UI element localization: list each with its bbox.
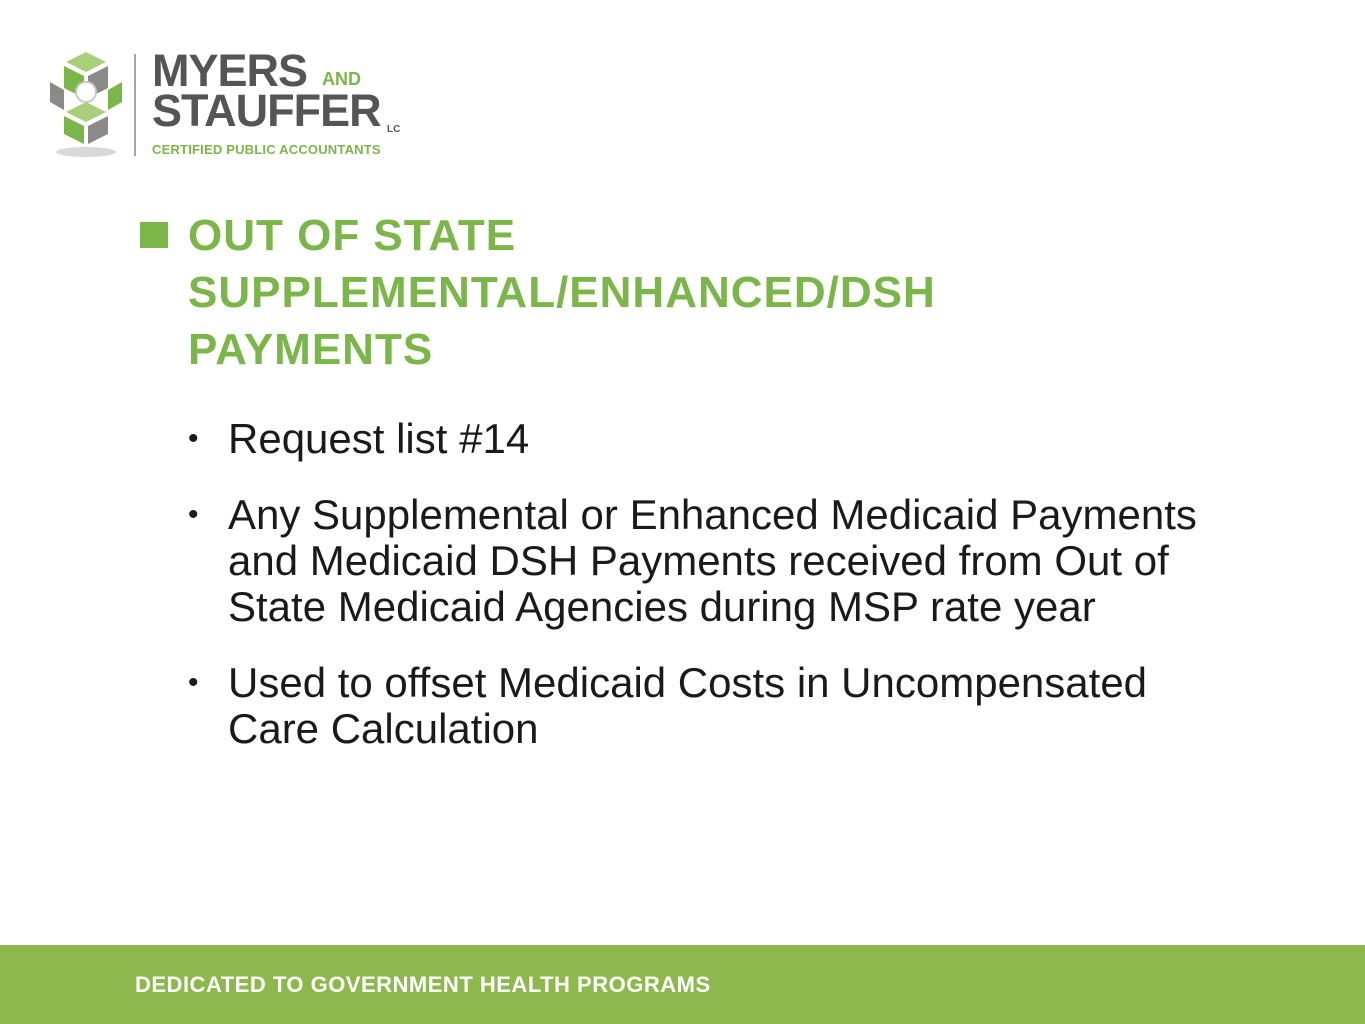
slide-title-line: SUPPLEMENTAL/ENHANCED/DSH (188, 268, 936, 317)
bullet-list (188, 416, 1248, 752)
slide-title-line: OUT OF STATE (188, 211, 517, 260)
footer-bar (0, 945, 1365, 1024)
logo-wordmark (152, 45, 422, 164)
bullet-text: Request list #14 (228, 415, 530, 462)
bullet-dot-icon: • (188, 422, 199, 455)
logo-name-stauffer: STAUFFER (152, 85, 381, 136)
square-bullet-icon (140, 222, 168, 248)
slide-title (188, 207, 1188, 378)
logo-tagline: CERTIFIED PUBLIC ACCOUNTANTS (152, 142, 381, 157)
logo-name-and: AND (322, 69, 361, 89)
list-item (188, 416, 1248, 462)
logo-name-myers: MYERS (152, 45, 308, 96)
footer-tagline: DEDICATED TO GOVERNMENT HEALTH PROGRAMS (135, 972, 711, 997)
bullet-dot-icon: • (188, 498, 199, 531)
cube-logo-icon (40, 44, 136, 164)
company-logo (40, 44, 420, 168)
list-item (188, 492, 1248, 630)
bullet-text: Any Supplemental or Enhanced Medicaid Payments and Medicaid DSH Payments received from Out of State Medicaid Agencies during MSP rate year (228, 491, 1197, 630)
list-item (188, 660, 1248, 752)
bullet-dot-icon: • (188, 666, 199, 699)
logo-suffix: LC (387, 124, 401, 135)
bullet-text: Used to offset Medicaid Costs in Uncompensated Care Calculation (228, 659, 1148, 752)
logo-divider (134, 54, 136, 156)
slide-title-line: PAYMENTS (188, 325, 434, 374)
